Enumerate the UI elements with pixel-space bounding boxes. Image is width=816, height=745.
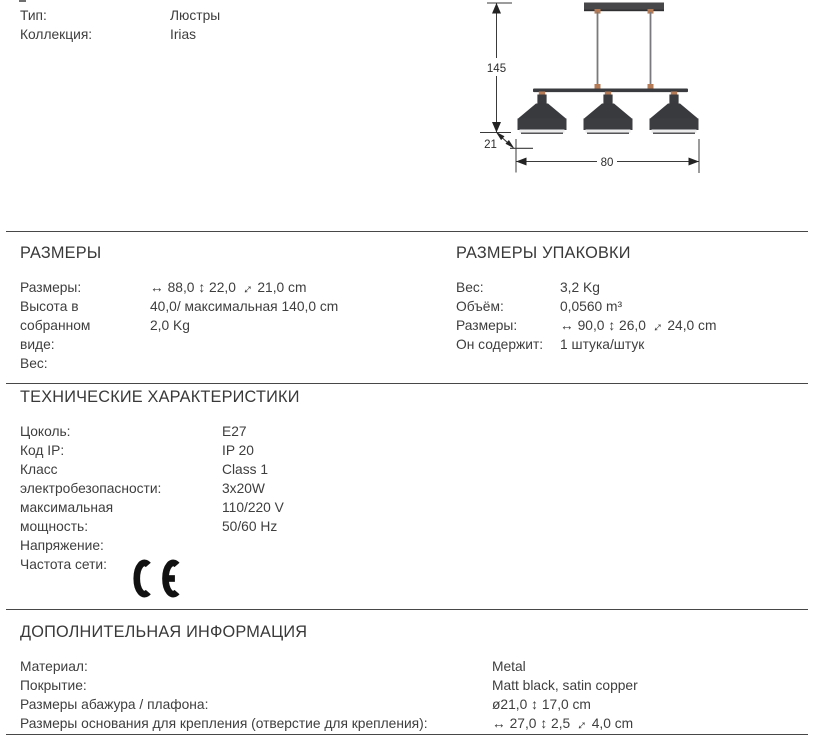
spec-label: Размеры основания для крепления (отверстие для крепления):: [20, 716, 428, 731]
spec-value: ↔ 27,0 ↕ 2,5 ↔ 4,0 cm: [492, 713, 634, 734]
section-title-dimensions: РАЗМЕРЫ: [20, 244, 102, 262]
height-dimension-label: 145: [486, 63, 507, 75]
section-title-technical: ТЕХНИЧЕСКИЕ ХАРАКТЕРИСТИКИ: [20, 388, 300, 406]
spec-value: 2,0 Kg: [150, 318, 190, 333]
dimensions-labels: [20, 278, 116, 373]
spec-label: Высота в собранном виде:: [20, 299, 91, 352]
spec-value: 50/60 Hz: [222, 519, 278, 534]
additional-values: [492, 657, 638, 733]
spec-value: ↔ 90,0 ↕ 26,0 ↔ 24,0 cm: [560, 315, 717, 336]
spec-label: максимальная мощность:: [20, 500, 114, 534]
spec-label: Частота сети:: [20, 557, 107, 572]
section-title-packaging: РАЗМЕРЫ УПАКОВКИ: [456, 244, 631, 262]
lamp-shade: [584, 92, 633, 134]
field-value: Irias: [170, 27, 197, 42]
section-divider: [6, 734, 808, 735]
spec-value: 110/220 V: [222, 500, 284, 515]
spec-label: Код IP:: [20, 443, 65, 458]
spec-value: Metal: [492, 659, 526, 674]
field-label: Коллекция:: [20, 27, 93, 42]
spec-value: 3x20W: [222, 481, 265, 496]
spec-label: Цоколь:: [20, 424, 71, 439]
clipped-text-fragment: [19, 0, 26, 2]
spec-value: Matt black, satin copper: [492, 678, 638, 693]
lamp-shade: [518, 92, 567, 134]
spec-value: E27: [222, 424, 247, 439]
spec-label: Вес:: [456, 280, 484, 295]
spec-label: Класс электробезопасности:: [20, 462, 162, 496]
header-field-values: [170, 6, 220, 44]
depth-dimension-label: 21: [484, 139, 497, 151]
spec-value: Class 1: [222, 462, 269, 477]
width-dimension-label: 80: [600, 157, 614, 169]
ce-mark-icon: [133, 559, 185, 598]
spec-label: Размеры:: [456, 318, 518, 333]
copper-connector-icon: [648, 84, 654, 89]
spec-label: Материал:: [20, 659, 88, 674]
packaging-labels: [456, 278, 556, 354]
arrow-up-icon: [492, 3, 501, 14]
packaging-values: [560, 278, 716, 354]
copper-connector-icon: [595, 84, 601, 89]
spec-label: Покрытие:: [20, 678, 87, 693]
product-dimension-drawing: [478, 0, 713, 178]
spec-value: 0,0560 m³: [560, 299, 623, 314]
spec-label: Он содержит:: [456, 337, 544, 352]
header-field-labels: [20, 6, 150, 44]
spec-label: Объём:: [456, 299, 504, 314]
section-title-additional: ДОПОЛНИТЕЛЬНАЯ ИНФОРМАЦИЯ: [20, 623, 308, 641]
spec-value: ↔ 88,0 ↕ 22,0 ↔ 21,0 cm: [150, 277, 307, 298]
spec-value: IP 20: [222, 443, 254, 458]
spec-label: Размеры абажура / плафона:: [20, 697, 209, 712]
spec-label: Вес:: [20, 356, 48, 371]
arrow-right-icon: [689, 158, 700, 166]
arrow-left-icon: [516, 158, 527, 166]
diagonal-arrow-icon: ↔: [570, 713, 591, 734]
spec-value: 1 штука/штук: [560, 337, 645, 352]
dimensions-values: [150, 278, 338, 335]
additional-labels: [20, 657, 480, 733]
spec-value: 3,2 Kg: [560, 280, 600, 295]
shade-rim: [652, 130, 697, 133]
lamp-shade: [650, 92, 699, 134]
spec-value: ø21,0 ↕ 17,0 cm: [492, 697, 591, 712]
diagonal-arrow-icon: ↔: [645, 315, 667, 336]
section-divider: [6, 383, 808, 384]
shade-rim: [520, 130, 565, 133]
spec-label: Напряжение:: [20, 538, 104, 553]
spec-value: 40,0/ максимальная 140,0 cm: [150, 299, 339, 314]
technical-values: [222, 422, 284, 536]
diagonal-arrow-icon: ↔: [235, 277, 257, 298]
field-value: Люстры: [170, 8, 221, 23]
section-divider: [6, 231, 808, 232]
arrow-down-icon: [492, 122, 501, 133]
field-label: Тип:: [20, 8, 47, 23]
section-divider: [6, 609, 808, 610]
shade-rim: [586, 130, 631, 133]
technical-labels: [20, 422, 182, 574]
spec-label: Размеры:: [20, 280, 82, 295]
